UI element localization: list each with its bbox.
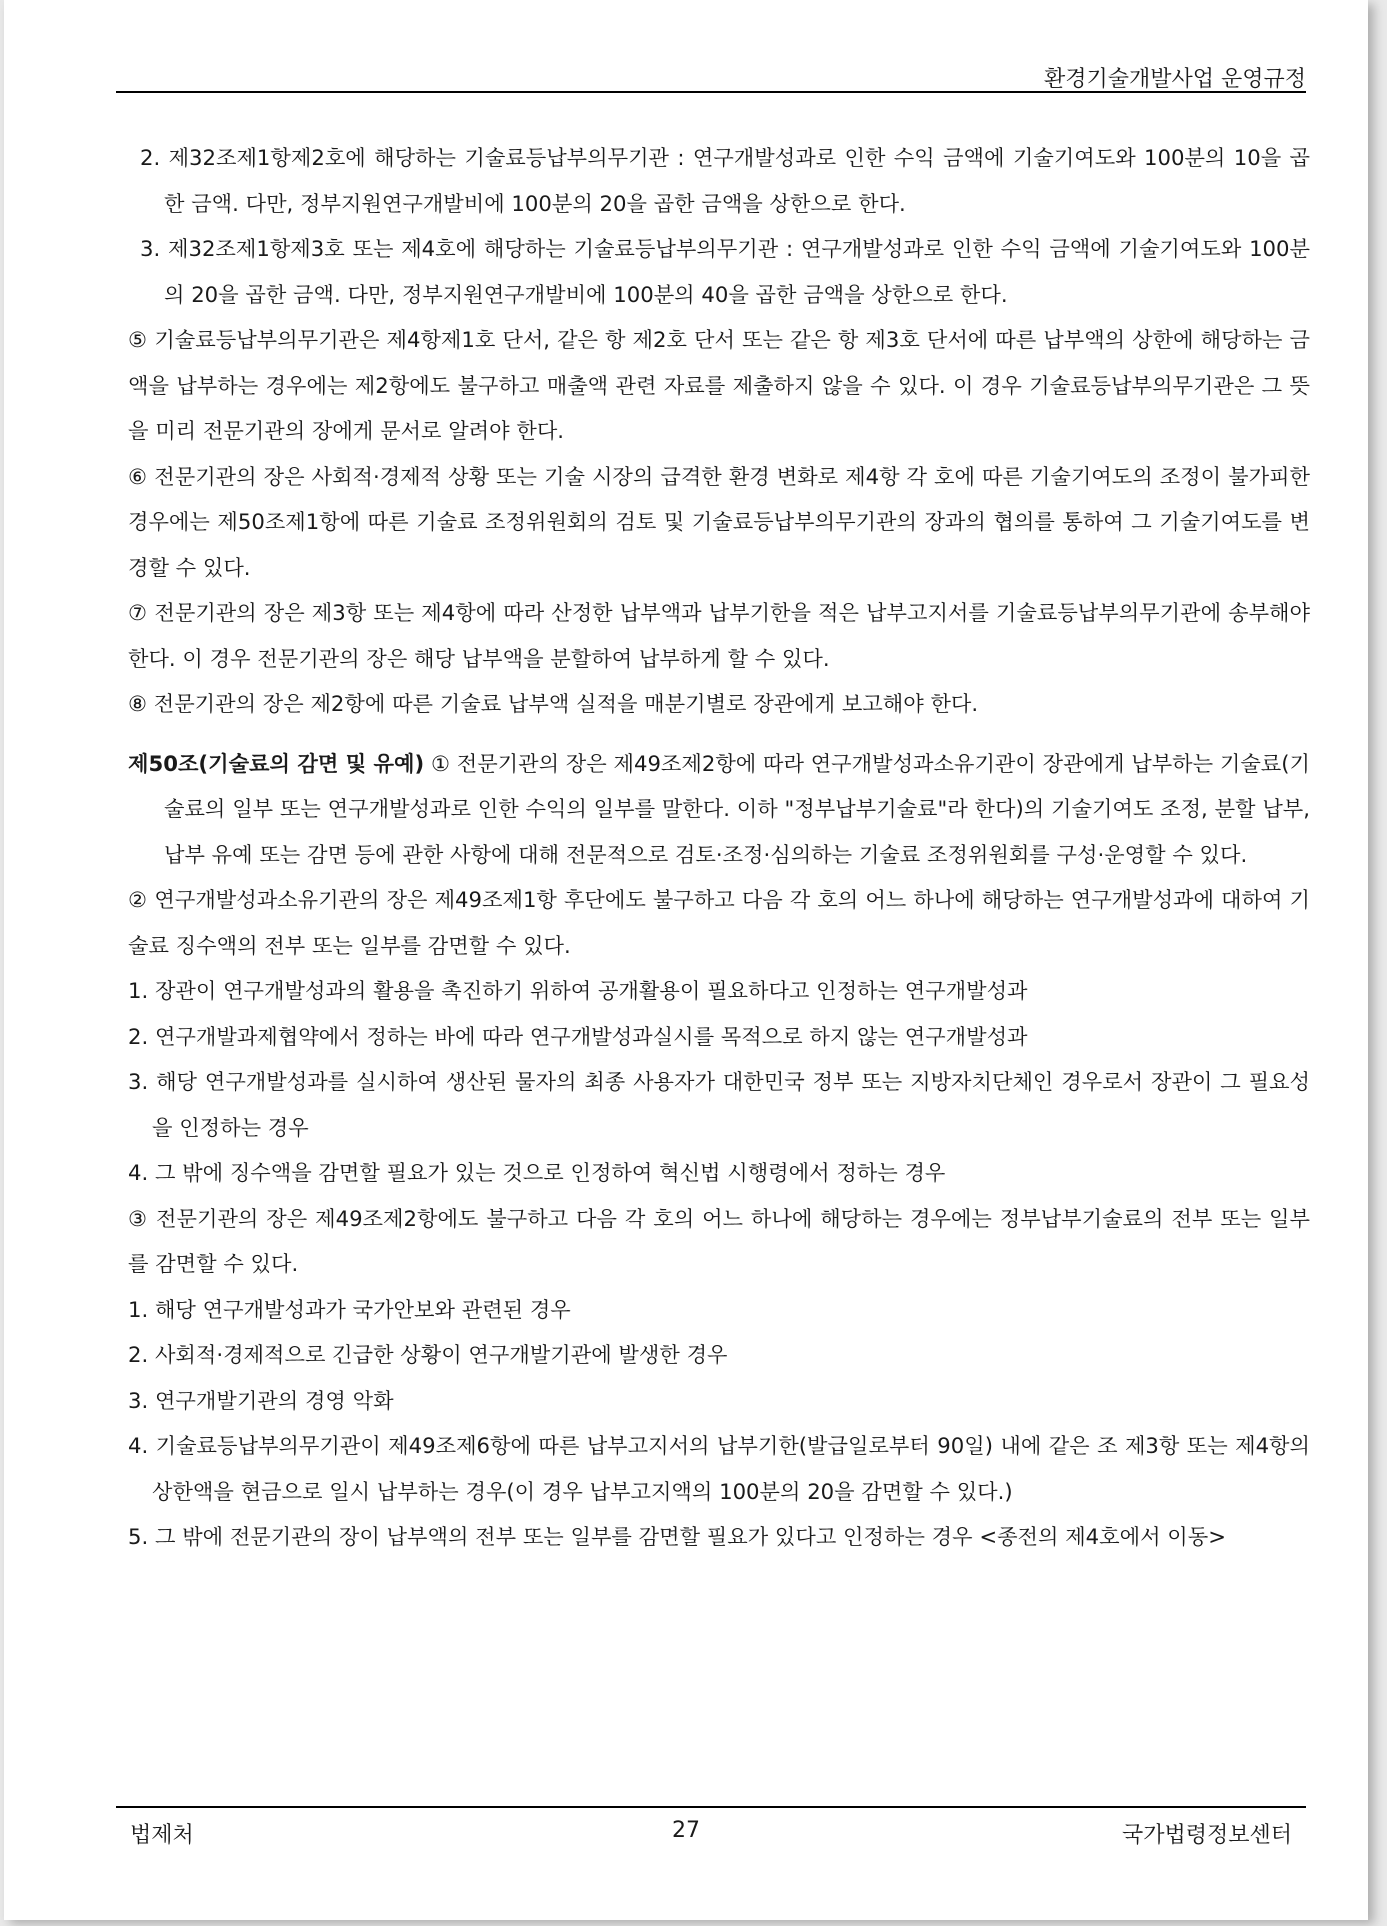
page-number: 27 bbox=[672, 1818, 700, 1843]
document-page bbox=[4, 0, 1368, 1920]
paragraph: ⑦ 전문기관의 장은 제3항 또는 제4항에 따라 산정한 납부액과 납부기한을 적은 납부고지서를 기술료등납부의무기관에 송부해야 한다. 이 경우 전문기관의 장은 해당 납부액을 분할하여 납부하게 할 수 있다. bbox=[128, 600, 1310, 671]
list-item: 3. 해당 연구개발성과를 실시하여 생산된 물자의 최종 사용자가 대한민국 정부 또는 지방자치단체인 경우로서 장관이 그 필요성을 인정하는 경우 bbox=[128, 1069, 1310, 1140]
list-item: 4. 그 밖에 징수액을 감면할 필요가 있는 것으로 인정하여 혁신법 시행령에서 정하는 경우 bbox=[128, 1160, 946, 1185]
list-item: 1. 장관이 연구개발성과의 활용을 촉진하기 위하여 공개활용이 필요하다고 인정하는 연구개발성과 bbox=[128, 978, 1028, 1003]
document-body bbox=[128, 135, 1310, 1560]
list-item: 3. 제32조제1항제3호 또는 제4호에 해당하는 기술료등납부의무기관 : 연구개발성과로 인한 수익 금액에 기술기여도와 100분의 20을 곱한 금액. 다만, 정부지원연구개발비에 100분의 40을 곱한 금액을 상한으로 한다. bbox=[140, 236, 1310, 307]
list-item: 2. 사회적·경제적으로 긴급한 상황이 연구개발기관에 발생한 경우 bbox=[128, 1342, 728, 1367]
list-item: 2. 제32조제1항제2호에 해당하는 기술료등납부의무기관 : 연구개발성과로 인한 수익 금액에 기술기여도와 100분의 10을 곱한 금액. 다만, 정부지원연구개발비에 100분의 20을 곱한 금액을 상한으로 한다. bbox=[140, 145, 1311, 216]
paragraph: ⑤ 기술료등납부의무기관은 제4항제1호 단서, 같은 항 제2호 단서 또는 같은 항 제3호 단서에 따른 납부액의 상한에 해당하는 금액을 납부하는 경우에는 제2항에도 불구하고 매출액 관련 자료를 제출하지 않을 수 있다. 이 경우 기술료등납부의무기관은 그 뜻을 미리 전문기관의 장에게 문서로 알려야 한다. bbox=[128, 327, 1310, 443]
article-paragraph-3: ③ 전문기관의 장은 제49조제2항에도 불구하고 다음 각 호의 어느 하나에 해당하는 경우에는 정부납부기술료의 전부 또는 일부를 감면할 수 있다. bbox=[128, 1205, 1310, 1276]
paragraph: ⑧ 전문기관의 장은 제2항에 따른 기술료 납부액 실적을 매분기별로 장관에게 보고해야 한다. bbox=[128, 691, 979, 716]
article-paragraph-2: ② 연구개발성과소유기관의 장은 제49조제1항 후단에도 불구하고 다음 각 호의 어느 하나에 해당하는 연구개발성과에 대하여 기술료 징수액의 전부 또는 일부를 감면할 수 있다. bbox=[128, 887, 1310, 958]
footer-publisher: 법제처 bbox=[130, 1823, 194, 1848]
article-paragraph-1: ① 전문기관의 장은 제49조제2항에 따라 연구개발성과소유기관이 장관에게 납부하는 기술료(기술료의 일부 또는 연구개발성과로 인한 수익의 일부를 말한다. 이하 "정부납부기술료"라 한다)의 기술기여도 조정, 분할 납부, 납부 유예 또는 감면 등에 관한 사항에 대해 전문적으로 검토·조정·심의하는 기술료 조정위원회를 구성·운영할 수 있다. bbox=[164, 750, 1310, 867]
list-item: 4. 기술료등납부의무기관이 제49조제6항에 따른 납부고지서의 납부기한(발급일로부터 90일) 내에 같은 조 제3항 또는 제4항의 상한액을 현금으로 일시 납부하는 경우(이 경우 납부고지액의 100분의 20을 감면할 수 있다.) bbox=[128, 1433, 1310, 1504]
list-item: 5. 그 밖에 전문기관의 장이 납부액의 전부 또는 일부를 감면할 필요가 있다고 인정하는 경우 <종전의 제4호에서 이동> bbox=[128, 1524, 1226, 1549]
footer-source: 국가법령정보센터 bbox=[1121, 1823, 1292, 1848]
list-item: 3. 연구개발기관의 경영 악화 bbox=[128, 1387, 394, 1413]
footer-divider bbox=[116, 1806, 1306, 1808]
list-item: 1. 해당 연구개발성과가 국가안보와 관련된 경우 bbox=[128, 1296, 571, 1322]
article-title: 제50조(기술료의 감면 및 유예) bbox=[128, 750, 425, 776]
header-divider bbox=[116, 91, 1306, 93]
page-header-title: 환경기술개발사업 운영규정 bbox=[1043, 67, 1306, 92]
paragraph: ⑥ 전문기관의 장은 사회적·경제적 상황 또는 기술 시장의 급격한 환경 변화로 제4항 각 호에 따른 기술기여도의 조정이 불가피한 경우에는 제50조제1항에 따른 기술료 조정위원회의 검토 및 기술료등납부의무기관의 장과의 협의를 통하여 그 기술기여도를 변경할 수 있다. bbox=[128, 463, 1310, 580]
list-item: 2. 연구개발과제협약에서 정하는 바에 따라 연구개발성과실시를 목적으로 하지 않는 연구개발성과 bbox=[128, 1023, 1028, 1049]
article-50 bbox=[104, 741, 1310, 878]
